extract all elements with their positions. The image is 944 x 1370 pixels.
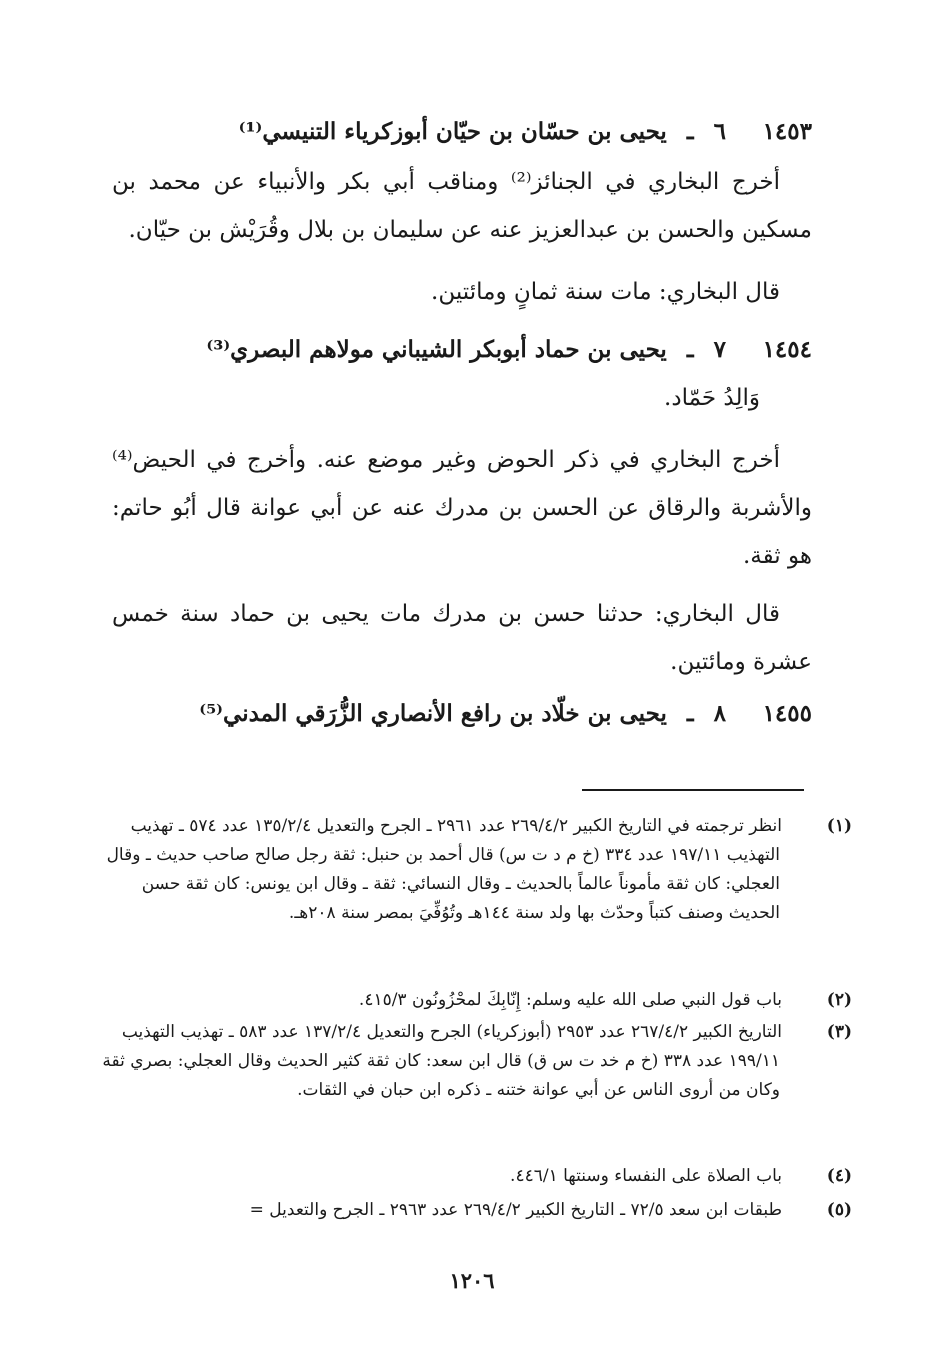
entry-title: يحيى بن حسّان بن حيّان أبوزكرياء التنيسي⁽¹⁾ [238, 118, 667, 145]
footnote-text: التاريخ الكبير ٢٦٧/٤/٢ عدد ٢٩٥٣ (أبوزكرياء) الجرح والتعديل ١٣٧/٢/٤ عدد ٥٨٣ ـ تهذيب التهذيب ١٩٩/١١ عدد ٣٣٨ (خ م خد ت س ق) قال ابن سعد: كان ثقة كثير الحديث وقال العجلي: بصري ثقة وكان من أروى الناس عن أبي عوانة ختنه ـ ذكره ابن حبان في الثقات. [102, 1022, 782, 1100]
entry-index: ٦ [713, 118, 726, 145]
footnote-label: (٤) [826, 1166, 852, 1186]
entry-heading [122, 118, 812, 145]
footnote-label: (٣) [826, 1022, 852, 1042]
entry-separator: ـ [686, 118, 694, 145]
entry-paragraph: أخرج البخاري في الجنائز⁽²⁾ ومناقب أبي بكر والأنبياء عن محمد بن مسكين والحسن بن عبدالعزيز عنه عن سليمان بن بلال وقُرَيْش بن حيّان. [112, 169, 812, 243]
footnote [90, 1018, 852, 1105]
entry-title: يحيى بن خلّاد بن رافع الأنصاري الزُّرَقي المدني⁽⁵⁾ [199, 700, 667, 727]
entry-number: ١٤٥٥ [762, 700, 812, 727]
footnote-label: (١) [826, 816, 852, 836]
entry-paragraph: أخرج البخاري في ذكر الحوض وغير موضع عنه. وأخرج في الحيض⁽⁴⁾ والأشربة والرقاق عن الحسن بن مدرك عنه عن أبي عوانة قال أبُو حاتم: هو ثقة. [112, 447, 812, 569]
entry-index: ٨ [713, 700, 726, 727]
footnote [90, 812, 852, 928]
entry-subtitle: وَالِدُ حَمّاد. [664, 385, 760, 411]
footnote [90, 986, 852, 1015]
footnote [90, 1196, 852, 1225]
footnote-text: باب قول النبي صلى الله عليه وسلم: إِنّابِكَ لمحْزُونُون ٤١٥/٣. [358, 990, 782, 1010]
entry-paragraph: قال البخاري: مات سنة ثمانٍ ومائتين. [431, 279, 780, 305]
entry-separator: ـ [686, 336, 694, 363]
footnote [90, 1162, 852, 1191]
entry-number: ١٤٥٤ [762, 336, 812, 363]
entry-separator: ـ [686, 700, 694, 727]
footnote-text: باب الصلاة على النفساء وسنتها ٤٤٦/١. [510, 1166, 782, 1186]
footnote-text: انظر ترجمته في التاريخ الكبير ٢٦٩/٤/٢ عدد ٢٩٦١ ـ الجرح والتعديل ١٣٥/٢/٤ عدد ٥٧٤ ـ تهذيب التهذيب ١٩٧/١١ عدد ٣٣٤ (خ م د ت س) قال أحمد بن حنبل: ثقة رجل صالح صاحب حديث ـ وقال العجلي: كان ثقة مأموناً عالماً بالحديث ـ وقال النسائي: ثقة ـ وقال ابن يونس: كان ثقة حسن الحديث وصنف كتباً وحدّث بها ولد سنة ١٤٤هـ وتُوُفِّيَ بمصر سنة ٢٠٨هـ. [106, 816, 782, 923]
entry-number: ١٤٥٣ [762, 118, 812, 145]
page-number: ١٢٠٦ [449, 1268, 495, 1293]
entry-heading [122, 700, 812, 727]
entry-heading [122, 336, 812, 363]
footnote-divider [582, 789, 804, 791]
entry-title: يحيى بن حماد أبوبكر الشيباني مولاهم البصري⁽³⁾ [206, 336, 667, 363]
entry-paragraph: قال البخاري: حدثنا حسن بن مدرك مات يحيى بن حماد سنة خمس عشرة ومائتين. [112, 601, 812, 675]
footnote-text: طبقات ابن سعد ٧٢/٥ ـ التاريخ الكبير ٢٦٩/٤/٢ عدد ٢٩٦٣ ـ الجرح والتعديل = [249, 1200, 782, 1220]
footnote-label: (٥) [826, 1200, 852, 1220]
footnote-label: (٢) [826, 990, 852, 1010]
entry-index: ٧ [713, 336, 726, 363]
